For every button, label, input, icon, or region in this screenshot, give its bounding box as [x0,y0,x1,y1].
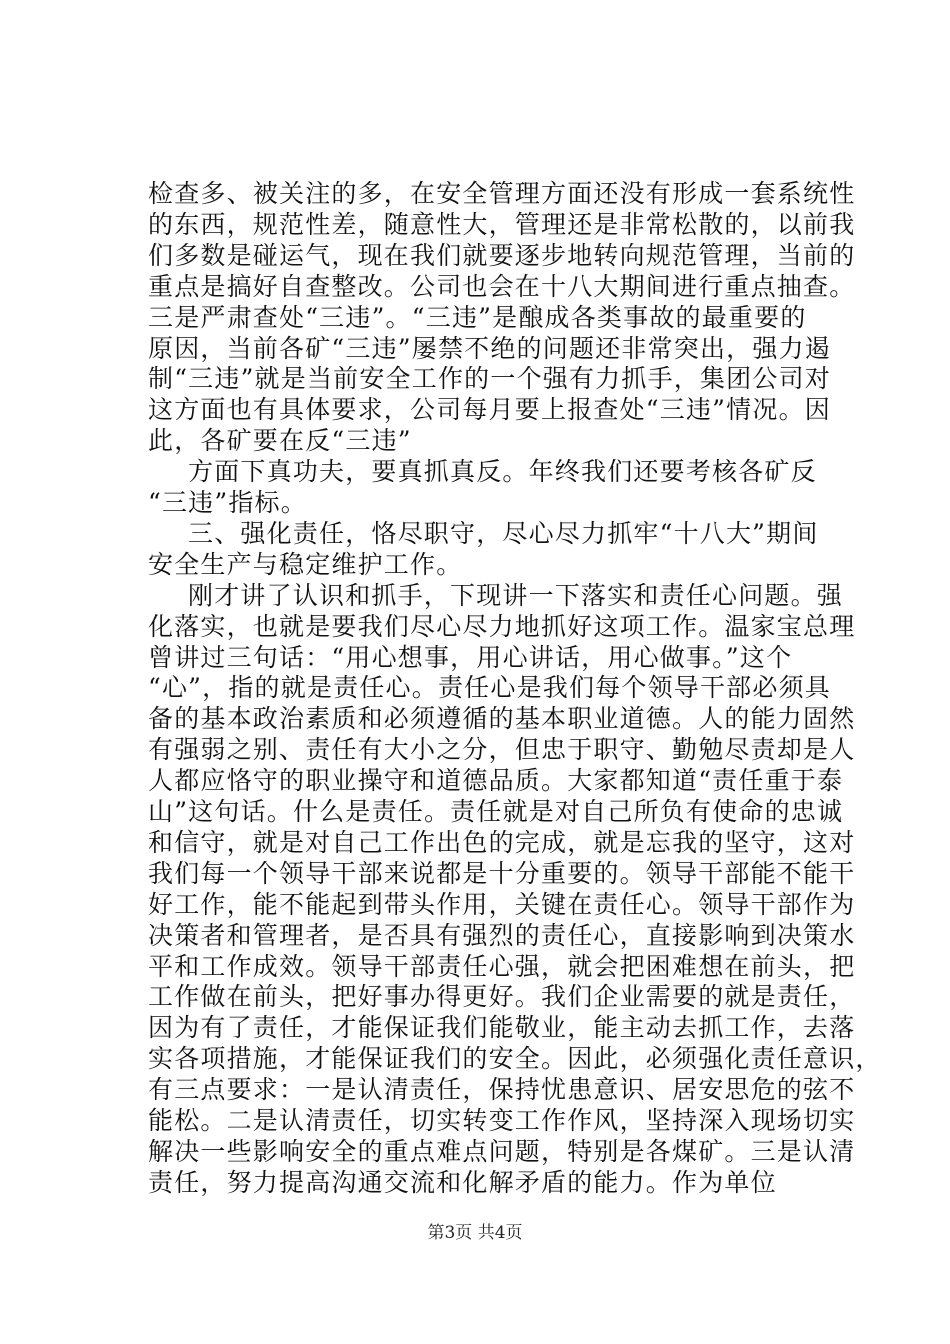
text-line: 三是严肃查处“三违”。“三违”是酿成各类事故的最重要的 [148,302,807,332]
text-line: 化落实，也就是要我们尽心尽力地抓好这项工作。温家宝总理 [148,611,856,641]
text-line: 有三点要求：一是认清责任，保持忧患意识、居安思危的弦不 [148,1075,856,1105]
text-line: 的东西，规范性差，随意性大，管理还是非常松散的，以前我 [148,209,856,239]
text-line: 能松。二是认清责任，切实转变工作作风，坚持深入现场切实 [148,1106,856,1135]
text-line: 原因，当前各矿“三违”屡禁不绝的问题还非常突出，强力遏 [148,333,831,363]
page-footer: 第3页 共4页 [427,1223,523,1243]
text-line: 决策者和管理者，是否具有强烈的责任心，直接影响到决策水 [148,920,856,950]
text-line: 方面下真功夫，要真抓真反。年终我们还要考核各矿反 [188,457,817,487]
text-line: 检查多、被关注的多，在安全管理方面还没有形成一套系统性 [148,179,856,208]
text-line: “心”，指的就是责任心。责任心是我们每个领导干部必须具 [148,673,831,703]
text-line: 好工作，能不能起到带头作用，关键在责任心。领导干部作为 [148,889,856,919]
text-line: 这方面也有具体要求，公司每月要上报查处“三违”情况。因 [148,395,831,425]
text-line: “三违”指标。 [148,488,307,517]
text-line: 曾讲过三句话：“用心想事，用心讲话，用心做事。”这个 [148,642,793,672]
text-line: 有强弱之别、责任有大小之分，但忠于职守、勤勉尽责却是人 [148,735,856,765]
text-line: 工作做在前头，把好事办得更好。我们企业需要的就是责任， [148,982,856,1012]
text-line: 平和工作成效。领导干部责任心强，就会把困难想在前头，把 [148,951,856,981]
text-line: 制“三违”就是当前安全工作的一个强有力抓手，集团公司对 [148,364,831,394]
text-line: 解决一些影响安全的重点难点问题，特别是各煤矿。三是认清 [148,1136,856,1166]
text-line: 刚才讲了认识和抓手，下现讲一下落实和责任心问题。强 [188,580,844,610]
section-heading: 安全生产与稳定维护工作。 [148,549,463,579]
text-line: 重点是搞好自查整改。公司也会在十八大期间进行重点抽查。 [148,271,856,301]
text-line: 责任，努力提高沟通交流和化解矛盾的能力。作为单位 [148,1167,777,1197]
section-heading: 三、强化责任，恪尽职守，尽心尽力抓牢“十八大”期间 [188,518,819,548]
text-line: 此，各矿要在反“三违” [148,426,412,456]
text-line: 人都应恪守的职业操守和道德品质。大家都知道“责任重于泰 [148,766,844,796]
text-line: 因为有了责任，才能保证我们能敬业，能主动去抓工作，去落 [148,1013,856,1043]
text-line: 实各项措施，才能保证我们的安全。因此，必须强化责任意识， [148,1044,882,1074]
text-line: 我们每一个领导干部来说都是十分重要的。领导干部能不能干 [148,858,856,888]
text-line: 备的基本政治素质和必须遵循的基本职业道德。人的能力固然 [148,704,856,734]
text-line: 和信守，就是对自己工作出色的完成，就是忘我的坚守，这对 [148,827,856,857]
text-line: 们多数是碰运气，现在我们就要逐步地转向规范管理，当前的 [148,240,856,270]
text-line: 山”这句话。什么是责任。责任就是对自己所负有使命的忠诚 [148,797,844,826]
